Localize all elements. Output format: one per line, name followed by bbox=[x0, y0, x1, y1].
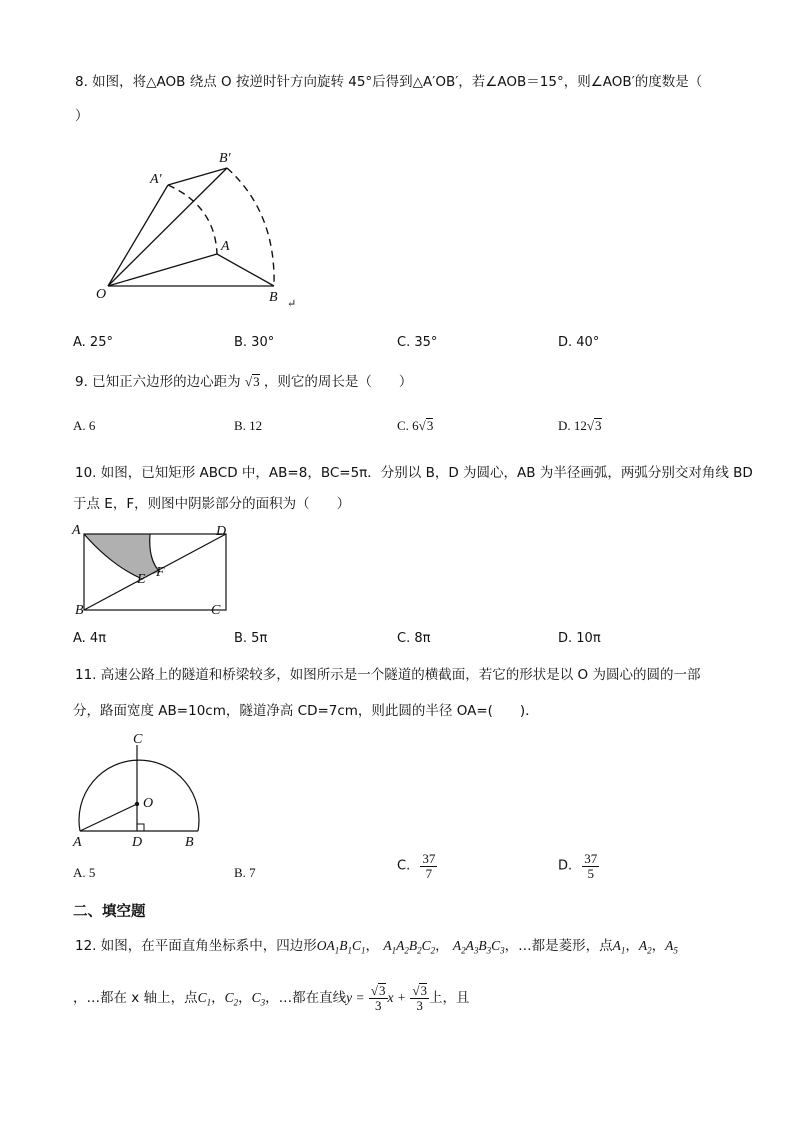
q9-text-before: 9. 已知正六边形的边心距为 bbox=[75, 374, 241, 390]
q9-option-a: A. 6 bbox=[73, 418, 96, 433]
q12-line2-mid: ，…都在直线 bbox=[265, 990, 347, 1006]
q12-eq-fraction2-den: 3 bbox=[416, 998, 423, 1013]
q12-sub: 3 bbox=[260, 997, 266, 1008]
q12-sep: ， bbox=[365, 938, 380, 954]
tunnel-label-D: D bbox=[132, 835, 143, 850]
q9-text bbox=[75, 373, 412, 391]
q10-option-a: A. 4π bbox=[73, 631, 107, 646]
paragraph-mark-icon: ↵ bbox=[287, 298, 297, 310]
q12-sep: ， bbox=[625, 938, 639, 954]
tunnel-label-A: A bbox=[73, 835, 82, 850]
q10-text-line1: 10. 如图，已知矩形 ABCD 中，AB=8，BC=5π．分别以 B，D 为圆心，AB 为半径画弧，两弧分别交对角线 BD bbox=[75, 465, 753, 481]
q12-quad2-c: C bbox=[421, 938, 431, 953]
q11-text-line1: 11. 高速公路上的隧道和桥梁较多，如图所示是一个隧道的横截面，若它的形状是以 O 为圆心的圆的一部 bbox=[75, 667, 701, 683]
q12-point-a1: A bbox=[612, 938, 621, 953]
q11-option-c-denominator: 7 bbox=[425, 866, 433, 881]
q8-option-c: C. 35° bbox=[397, 335, 438, 350]
rect-label-D: D bbox=[216, 524, 227, 539]
q9-text-after: ，则它的周长是（ ） bbox=[263, 374, 413, 390]
q9-option-c: C. 6√3 bbox=[397, 418, 434, 433]
rect-label-F: F bbox=[156, 565, 165, 580]
q12-sub: 1 bbox=[206, 997, 212, 1008]
q9-option-d-sqrt: 3 bbox=[595, 418, 602, 433]
q11-option-c-fraction bbox=[420, 852, 437, 881]
label-O: O bbox=[96, 287, 107, 302]
q12-quad2-a2: A bbox=[396, 938, 405, 953]
label-B: B bbox=[269, 290, 278, 305]
q12-line1-suffix: ，…都是菱形，点 bbox=[504, 938, 613, 954]
rect-label-C: C bbox=[211, 603, 221, 618]
q9-option-c-sqrt: 3 bbox=[426, 418, 434, 433]
q9-option-c-prefix: C. 6 bbox=[397, 418, 419, 433]
q12-sub: 5 bbox=[673, 945, 678, 956]
q12-sep: ， bbox=[238, 990, 252, 1006]
q12-line1-prefix: 12. 如图，在平面直角坐标系中，四边形 bbox=[75, 938, 317, 954]
q12-sub: 2 bbox=[647, 945, 652, 956]
q12-quad3-b: B bbox=[478, 938, 487, 953]
q12-eq-fraction1-num: √3 bbox=[370, 983, 386, 998]
q11-option-d-denominator: 5 bbox=[587, 866, 595, 881]
q11-option-c bbox=[397, 852, 437, 881]
rect-label-E: E bbox=[137, 572, 146, 587]
q10-option-b: B. 5π bbox=[234, 631, 268, 646]
q12-sub: 2 bbox=[404, 945, 409, 956]
q12-line2-prefix: ，…都在 x 轴上，点 bbox=[73, 990, 198, 1006]
q12-sub: 2 bbox=[461, 945, 466, 956]
q12-quad2 bbox=[383, 938, 436, 956]
q8-text-line2: ） bbox=[75, 108, 89, 124]
q12-sep: ， bbox=[651, 938, 666, 954]
q8-option-b: B. 30° bbox=[234, 335, 275, 350]
q9-option-b: B. 12 bbox=[234, 418, 263, 433]
q10-text-line2: 于点 E，F，则图中阴影部分的面积为（ ） bbox=[73, 496, 351, 512]
q11-figure-tunnel bbox=[70, 727, 210, 852]
q11-option-c-prefix: C. bbox=[397, 858, 411, 874]
q12-point-a5: A bbox=[665, 938, 674, 953]
q12-eq-fraction1-den: 3 bbox=[374, 998, 382, 1013]
q12-sub: 3 bbox=[473, 945, 479, 956]
q12-sub: 1 bbox=[347, 945, 353, 956]
q12-eq-fraction2 bbox=[410, 983, 429, 1013]
q12-sub: 1 bbox=[334, 945, 340, 956]
q12-sub: 2 bbox=[233, 997, 239, 1008]
section-title-fill-in: 二、填空题 bbox=[73, 904, 146, 920]
q12-eq-fraction1-sqrt: 3 bbox=[379, 983, 386, 998]
rect-label-A: A bbox=[72, 523, 81, 538]
q12-point-c3: C bbox=[251, 990, 261, 1005]
q12-quad3-c: C bbox=[491, 938, 501, 953]
q11-option-d-prefix: D. bbox=[558, 858, 573, 874]
q12-sub: 3 bbox=[486, 945, 492, 956]
q12-text-line1 bbox=[75, 937, 678, 960]
q12-sub: 2 bbox=[417, 945, 422, 956]
q12-sep: ， bbox=[435, 938, 449, 954]
q12-eq-x: x + bbox=[387, 990, 407, 1005]
q12-sub: 1 bbox=[620, 945, 626, 956]
q12-eq-fraction2-num: √3 bbox=[412, 983, 427, 998]
q12-point-a2: A bbox=[638, 938, 648, 953]
q8-option-a: A. 25° bbox=[73, 335, 113, 350]
label-B-prime: B′ bbox=[219, 151, 231, 166]
q12-eq-y: y = bbox=[346, 990, 365, 1005]
q11-option-d-fraction bbox=[582, 852, 599, 881]
q11-option-c-numerator: 37 bbox=[422, 851, 436, 866]
rect-label-B: B bbox=[75, 603, 84, 618]
q11-option-d-numerator: 37 bbox=[584, 851, 598, 866]
q12-quad3 bbox=[452, 938, 505, 956]
q9-option-d: D. 12√3 bbox=[558, 418, 602, 433]
q12-sub: 1 bbox=[361, 945, 366, 956]
q11-option-a: A. 5 bbox=[73, 865, 96, 880]
q12-point-c2: C bbox=[224, 990, 234, 1005]
tunnel-label-O: O bbox=[143, 796, 154, 811]
q10-figure-rectangle bbox=[70, 520, 240, 620]
q12-point-c1: C bbox=[197, 990, 207, 1005]
q12-quad3-a: A bbox=[452, 938, 462, 953]
q11-option-b: B. 7 bbox=[234, 865, 256, 880]
q8-figure-rotation bbox=[80, 140, 320, 320]
q12-text-line2 bbox=[73, 983, 469, 1018]
q12-quad2-b: B bbox=[408, 938, 418, 953]
q12-quad3-a3: A bbox=[465, 938, 474, 953]
label-A-prime: A′ bbox=[150, 172, 162, 187]
q12-sub: 2 bbox=[430, 945, 436, 956]
q10-option-c: C. 8π bbox=[397, 631, 431, 646]
q12-sub: 3 bbox=[500, 945, 505, 956]
q8-option-d: D. 40° bbox=[558, 335, 600, 350]
tunnel-label-C: C bbox=[133, 732, 143, 747]
q12-quad2-a: A bbox=[383, 938, 392, 953]
q9-sqrt-value: 3 bbox=[253, 374, 260, 389]
q12-quad1-oa: OA bbox=[316, 938, 335, 953]
tunnel-label-B: B bbox=[185, 835, 194, 850]
q10-option-d: D. 10π bbox=[558, 631, 601, 646]
q9-sqrt-expr: √3 bbox=[244, 374, 260, 389]
q12-sub: 1 bbox=[391, 945, 397, 956]
q12-quad1-b: B bbox=[339, 938, 348, 953]
q12-quad1-c: C bbox=[352, 938, 362, 953]
q9-option-d-prefix: D. 12 bbox=[558, 418, 587, 433]
q11-text-line2: 分，路面宽度 AB=10cm，隧道净高 CD=7cm，则此圆的半径 OA=( )． bbox=[73, 703, 539, 719]
q11-option-d bbox=[558, 852, 599, 881]
q8-text-line1: 8. 如图，将△AOB 绕点 O 按逆时针方向旋转 45°后得到△A′OB′，若∠AOB＝15°，则∠AOB′的度数是（ bbox=[75, 74, 703, 90]
q12-line2-suffix: 上，且 bbox=[428, 990, 470, 1006]
q12-eq-fraction2-sqrt: 3 bbox=[420, 983, 427, 998]
label-A: A bbox=[221, 239, 230, 254]
q12-eq-fraction1 bbox=[369, 983, 388, 1013]
q12-sep: ， bbox=[211, 990, 225, 1006]
q12-quad1 bbox=[316, 938, 366, 956]
